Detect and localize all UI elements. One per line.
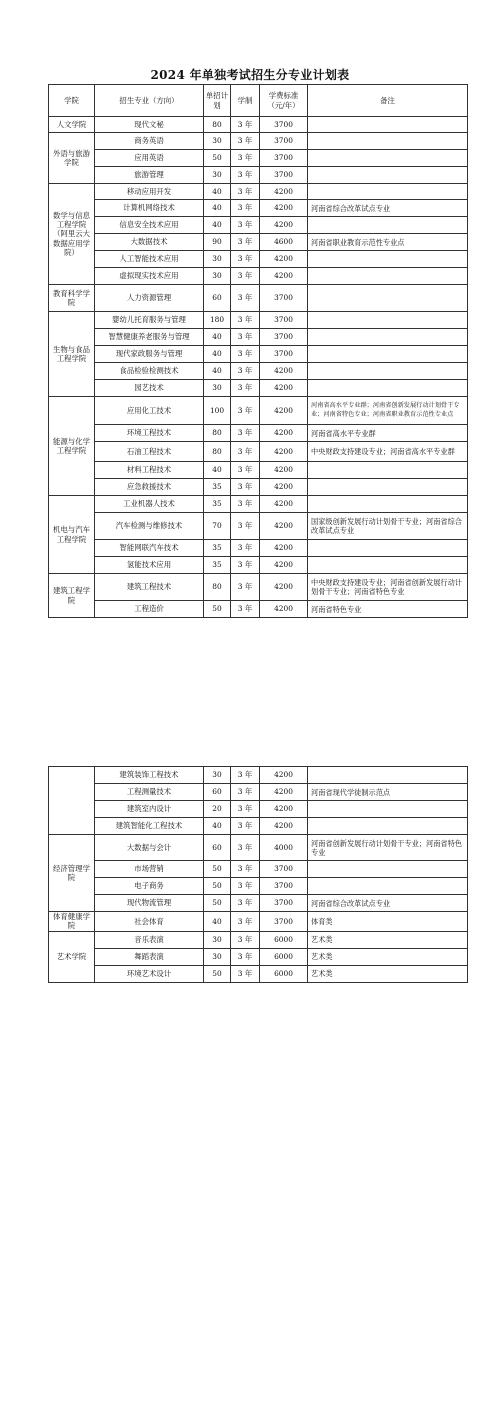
duration-cell: 3 年	[231, 496, 260, 513]
table-row	[49, 200, 468, 217]
plan-cell: 60	[204, 784, 231, 801]
major-cell: 智能网联汽车技术	[95, 540, 204, 557]
duration-cell: 3 年	[231, 513, 260, 540]
duration-cell: 3 年	[231, 895, 260, 912]
plan-cell: 80	[204, 117, 231, 133]
table-row	[49, 948, 468, 965]
enrollment-plan-table-continued	[48, 766, 468, 983]
fee-cell: 4200	[260, 251, 308, 268]
fee-cell: 4200	[260, 363, 308, 380]
college-cell: 体育健康学院	[49, 912, 95, 932]
duration-cell: 3 年	[231, 425, 260, 442]
major-cell: 工程测量技术	[95, 784, 204, 801]
major-cell: 商务英语	[95, 133, 204, 150]
table-row	[49, 835, 468, 861]
plan-cell: 40	[204, 184, 231, 200]
fee-cell: 4200	[260, 217, 308, 234]
major-cell: 环境工程技术	[95, 425, 204, 442]
remark-cell	[308, 329, 468, 346]
major-cell: 应用英语	[95, 150, 204, 167]
college-cell: 人文学院	[49, 117, 95, 133]
fee-cell: 3700	[260, 912, 308, 932]
plan-cell: 30	[204, 268, 231, 285]
table-row	[49, 801, 468, 818]
major-cell: 舞蹈表演	[95, 948, 204, 965]
duration-cell: 3 年	[231, 346, 260, 363]
remark-cell: 河南省综合改革试点专业	[308, 895, 468, 912]
duration-cell: 3 年	[231, 150, 260, 167]
duration-cell: 3 年	[231, 462, 260, 479]
duration-cell: 3 年	[231, 557, 260, 574]
header-fee: 学费标准（元/年）	[260, 85, 308, 117]
table-row	[49, 601, 468, 618]
plan-cell: 180	[204, 312, 231, 329]
remark-cell: 艺术类	[308, 965, 468, 982]
remark-cell	[308, 312, 468, 329]
remark-cell: 河南省创新发展行动计划骨干专业；河南省特色专业	[308, 835, 468, 861]
remark-cell	[308, 117, 468, 133]
remark-cell	[308, 540, 468, 557]
header-college: 学院	[49, 85, 95, 117]
table-row	[49, 861, 468, 878]
major-cell: 建筑智能化工程技术	[95, 818, 204, 835]
fee-cell: 3700	[260, 329, 308, 346]
fee-cell: 6000	[260, 931, 308, 948]
table-row	[49, 268, 468, 285]
remark-cell	[308, 801, 468, 818]
college-cell: 能源与化学工程学院	[49, 397, 95, 496]
remark-cell: 河南省特色专业	[308, 601, 468, 618]
major-cell: 人力资源管理	[95, 285, 204, 312]
plan-cell: 35	[204, 557, 231, 574]
table-row	[49, 479, 468, 496]
duration-cell: 3 年	[231, 380, 260, 397]
remark-cell	[308, 462, 468, 479]
remark-cell	[308, 346, 468, 363]
remark-cell: 河南省高水平专业群；河南省创新发展行动计划骨干专业；河南省特色专业；河南省职业教育示范性专业点	[308, 397, 468, 425]
major-cell: 食品检验检测技术	[95, 363, 204, 380]
plan-cell: 30	[204, 931, 231, 948]
fee-cell: 4200	[260, 496, 308, 513]
major-cell: 现代家政服务与管理	[95, 346, 204, 363]
fee-cell: 3700	[260, 312, 308, 329]
duration-cell: 3 年	[231, 948, 260, 965]
fee-cell: 3700	[260, 346, 308, 363]
duration-cell: 3 年	[231, 167, 260, 184]
fee-cell: 4200	[260, 767, 308, 784]
table-row	[49, 397, 468, 425]
college-cell: 建筑工程学院	[49, 574, 95, 618]
remark-cell	[308, 767, 468, 784]
table-row	[49, 965, 468, 982]
duration-cell: 3 年	[231, 268, 260, 285]
remark-cell: 国家级创新发展行动计划骨干专业；河南省综合改革试点专业	[308, 513, 468, 540]
major-cell: 智慧健康养老服务与管理	[95, 329, 204, 346]
table-row	[49, 557, 468, 574]
enrollment-plan-table	[48, 84, 468, 618]
fee-cell: 3700	[260, 117, 308, 133]
duration-cell: 3 年	[231, 217, 260, 234]
major-cell: 旅游管理	[95, 167, 204, 184]
fee-cell: 4200	[260, 540, 308, 557]
fee-cell: 4200	[260, 380, 308, 397]
plan-cell: 80	[204, 442, 231, 462]
plan-cell: 40	[204, 200, 231, 217]
duration-cell: 3 年	[231, 184, 260, 200]
duration-cell: 3 年	[231, 234, 260, 251]
table-row	[49, 167, 468, 184]
plan-cell: 30	[204, 380, 231, 397]
fee-cell: 4200	[260, 574, 308, 601]
plan-cell: 100	[204, 397, 231, 425]
table-row	[49, 496, 468, 513]
remark-cell	[308, 285, 468, 312]
fee-cell: 4200	[260, 479, 308, 496]
plan-cell: 35	[204, 496, 231, 513]
duration-cell: 3 年	[231, 784, 260, 801]
fee-cell: 3700	[260, 167, 308, 184]
plan-cell: 30	[204, 167, 231, 184]
plan-cell: 60	[204, 285, 231, 312]
college-cell: 教育科学学院	[49, 285, 95, 312]
remark-cell	[308, 184, 468, 200]
header-major: 招生专业（方向）	[95, 85, 204, 117]
table-row	[49, 462, 468, 479]
fee-cell: 3700	[260, 285, 308, 312]
remark-cell	[308, 496, 468, 513]
college-cell	[49, 767, 95, 835]
fee-cell: 4200	[260, 425, 308, 442]
fee-cell: 4000	[260, 835, 308, 861]
major-cell: 大数据与会计	[95, 835, 204, 861]
duration-cell: 3 年	[231, 479, 260, 496]
major-cell: 建筑工程技术	[95, 574, 204, 601]
table-row	[49, 133, 468, 150]
major-cell: 虚拟现实技术应用	[95, 268, 204, 285]
remark-cell	[308, 150, 468, 167]
college-cell: 机电与汽车工程学院	[49, 496, 95, 574]
duration-cell: 3 年	[231, 818, 260, 835]
major-cell: 计算机网络技术	[95, 200, 204, 217]
plan-cell: 70	[204, 513, 231, 540]
table-row	[49, 912, 468, 932]
plan-cell: 30	[204, 133, 231, 150]
table-row	[49, 784, 468, 801]
duration-cell: 3 年	[231, 601, 260, 618]
remark-cell	[308, 251, 468, 268]
header-duration: 学制	[231, 85, 260, 117]
plan-cell: 60	[204, 835, 231, 861]
table-row	[49, 234, 468, 251]
fee-cell: 4200	[260, 818, 308, 835]
major-cell: 婴幼儿托育服务与管理	[95, 312, 204, 329]
remark-cell: 中央财政支持建设专业；河南省创新发展行动计划骨干专业；河南省特色专业	[308, 574, 468, 601]
plan-cell: 40	[204, 363, 231, 380]
college-cell: 外语与旅游学院	[49, 133, 95, 184]
remark-cell	[308, 133, 468, 150]
plan-cell: 50	[204, 150, 231, 167]
table-row	[49, 425, 468, 442]
major-cell: 工程造价	[95, 601, 204, 618]
table-row	[49, 346, 468, 363]
fee-cell: 4200	[260, 557, 308, 574]
remark-cell	[308, 217, 468, 234]
plan-cell: 35	[204, 540, 231, 557]
table-row	[49, 878, 468, 895]
duration-cell: 3 年	[231, 801, 260, 818]
fee-cell: 4200	[260, 268, 308, 285]
college-cell: 生物与食品工程学院	[49, 312, 95, 397]
major-cell: 音乐表演	[95, 931, 204, 948]
plan-cell: 90	[204, 234, 231, 251]
remark-cell	[308, 861, 468, 878]
duration-cell: 3 年	[231, 540, 260, 557]
major-cell: 应用化工技术	[95, 397, 204, 425]
major-cell: 氢能技术应用	[95, 557, 204, 574]
plan-cell: 40	[204, 912, 231, 932]
table-row	[49, 513, 468, 540]
plan-cell: 50	[204, 878, 231, 895]
duration-cell: 3 年	[231, 442, 260, 462]
major-cell: 人工智能技术应用	[95, 251, 204, 268]
fee-cell: 4200	[260, 442, 308, 462]
plan-cell: 35	[204, 479, 231, 496]
remark-cell: 体育类	[308, 912, 468, 932]
major-cell: 石油工程技术	[95, 442, 204, 462]
duration-cell: 3 年	[231, 363, 260, 380]
college-cell: 数学与信息工程学院（阿里云大数据应用学院）	[49, 184, 95, 285]
remark-cell: 河南省职业教育示范性专业点	[308, 234, 468, 251]
fee-cell: 4200	[260, 397, 308, 425]
fee-cell: 6000	[260, 948, 308, 965]
plan-cell: 40	[204, 462, 231, 479]
duration-cell: 3 年	[231, 965, 260, 982]
major-cell: 信息安全技术应用	[95, 217, 204, 234]
plan-cell: 50	[204, 895, 231, 912]
remark-cell	[308, 268, 468, 285]
plan-cell: 30	[204, 767, 231, 784]
major-cell: 工业机器人技术	[95, 496, 204, 513]
duration-cell: 3 年	[231, 397, 260, 425]
duration-cell: 3 年	[231, 117, 260, 133]
college-cell: 艺术学院	[49, 931, 95, 982]
plan-cell: 40	[204, 818, 231, 835]
plan-cell: 20	[204, 801, 231, 818]
remark-cell	[308, 557, 468, 574]
major-cell: 移动应用开发	[95, 184, 204, 200]
table-row	[49, 117, 468, 133]
remark-cell: 中央财政支持建设专业；河南省高水平专业群	[308, 442, 468, 462]
plan-cell: 40	[204, 346, 231, 363]
table-row	[49, 895, 468, 912]
table-row	[49, 150, 468, 167]
fee-cell: 4200	[260, 601, 308, 618]
remark-cell	[308, 380, 468, 397]
duration-cell: 3 年	[231, 574, 260, 601]
table-row	[49, 574, 468, 601]
fee-cell: 3700	[260, 133, 308, 150]
remark-cell	[308, 167, 468, 184]
duration-cell: 3 年	[231, 251, 260, 268]
plan-cell: 40	[204, 329, 231, 346]
major-cell: 现代文秘	[95, 117, 204, 133]
plan-cell: 80	[204, 574, 231, 601]
major-cell: 建筑装饰工程技术	[95, 767, 204, 784]
major-cell: 环境艺术设计	[95, 965, 204, 982]
fee-cell: 6000	[260, 965, 308, 982]
table-row	[49, 818, 468, 835]
header-remark: 备注	[308, 85, 468, 117]
fee-cell: 4200	[260, 200, 308, 217]
major-cell: 市场营销	[95, 861, 204, 878]
table-row	[49, 184, 468, 200]
plan-cell: 50	[204, 861, 231, 878]
duration-cell: 3 年	[231, 329, 260, 346]
remark-cell: 河南省现代学徒制示范点	[308, 784, 468, 801]
major-cell: 现代物流管理	[95, 895, 204, 912]
fee-cell: 4200	[260, 462, 308, 479]
plan-cell: 30	[204, 948, 231, 965]
duration-cell: 3 年	[231, 133, 260, 150]
table-row	[49, 540, 468, 557]
fee-cell: 3700	[260, 861, 308, 878]
remark-cell: 艺术类	[308, 948, 468, 965]
table-header-row	[49, 85, 468, 117]
fee-cell: 3700	[260, 895, 308, 912]
plan-cell: 50	[204, 965, 231, 982]
major-cell: 电子商务	[95, 878, 204, 895]
table-row	[49, 312, 468, 329]
plan-cell: 80	[204, 425, 231, 442]
plan-cell: 50	[204, 601, 231, 618]
table-row	[49, 217, 468, 234]
plan-cell: 40	[204, 217, 231, 234]
duration-cell: 3 年	[231, 312, 260, 329]
duration-cell: 3 年	[231, 767, 260, 784]
major-cell: 应急救援技术	[95, 479, 204, 496]
remark-cell	[308, 878, 468, 895]
duration-cell: 3 年	[231, 912, 260, 932]
remark-cell	[308, 479, 468, 496]
table-row	[49, 251, 468, 268]
table-row	[49, 442, 468, 462]
duration-cell: 3 年	[231, 835, 260, 861]
table-row	[49, 329, 468, 346]
remark-cell: 河南省综合改革试点专业	[308, 200, 468, 217]
document-title: 2024 年单独考试招生分专业计划表	[150, 68, 350, 82]
fee-cell: 4600	[260, 234, 308, 251]
major-cell: 建筑室内设计	[95, 801, 204, 818]
fee-cell: 4200	[260, 801, 308, 818]
major-cell: 大数据技术	[95, 234, 204, 251]
fee-cell: 4200	[260, 784, 308, 801]
duration-cell: 3 年	[231, 200, 260, 217]
college-cell: 经济管理学院	[49, 835, 95, 912]
table-row	[49, 363, 468, 380]
major-cell: 园艺技术	[95, 380, 204, 397]
remark-cell: 河南省高水平专业群	[308, 425, 468, 442]
remark-cell	[308, 363, 468, 380]
plan-cell: 30	[204, 251, 231, 268]
major-cell: 社会体育	[95, 912, 204, 932]
remark-cell: 艺术类	[308, 931, 468, 948]
remark-cell	[308, 818, 468, 835]
header-plan: 单招计划	[204, 85, 231, 117]
table-row	[49, 767, 468, 784]
major-cell: 材料工程技术	[95, 462, 204, 479]
table-row	[49, 931, 468, 948]
fee-cell: 3700	[260, 878, 308, 895]
table-row	[49, 380, 468, 397]
duration-cell: 3 年	[231, 861, 260, 878]
major-cell: 汽车检测与维修技术	[95, 513, 204, 540]
fee-cell: 4200	[260, 513, 308, 540]
duration-cell: 3 年	[231, 878, 260, 895]
duration-cell: 3 年	[231, 931, 260, 948]
fee-cell: 3700	[260, 150, 308, 167]
fee-cell: 4200	[260, 184, 308, 200]
duration-cell: 3 年	[231, 285, 260, 312]
table-row	[49, 285, 468, 312]
